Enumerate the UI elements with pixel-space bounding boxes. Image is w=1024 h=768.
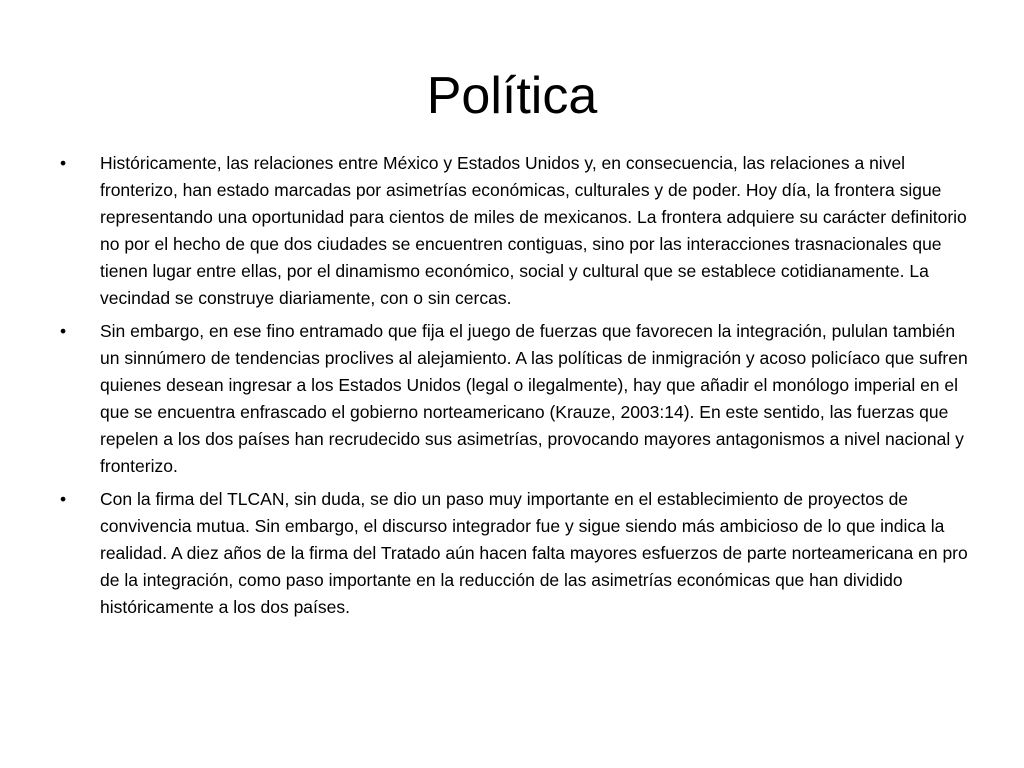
- bullet-text: Históricamente, las relaciones entre México y Estados Unidos y, en consecuencia, las relaciones a nivel fronterizo, han estado marcadas por asimetrías económicas, culturales y de poder. Hoy día, la frontera sigue representando una oportunidad para cientos de miles de mexicanos. La frontera adquiere su carácter definitorio no por el hecho de que dos ciudades se encuentren contiguas, sino por las interacciones trasnacionales que tienen lugar entre ellas, por el dinamismo económico, social y cultural que se establece cotidianamente. La vecindad se construye diariamente, con o sin cercas.: [100, 153, 967, 308]
- bullet-text: Sin embargo, en ese fino entramado que fija el juego de fuerzas que favorecen la integración, pululan también un sinnúmero de tendencias proclives al alejamiento. A las políticas de inmigración y acoso policíaco que sufren quienes desean ingresar a los Estados Unidos (legal o ilegalmente), hay que añadir el monólogo imperial en el que se encuentra enfrascado el gobierno norteamericano (Krauze, 2003:14). En este sentido, las fuerzas que repelen a los dos países han recrudecido sus asimetrías, provocando mayores antagonismos a nivel nacional y fronterizo.: [100, 321, 968, 476]
- bullet-dot-icon: •: [60, 489, 67, 509]
- bullet-list: [60, 150, 970, 627]
- bullet-item: [60, 486, 970, 621]
- bullet-text: Con la firma del TLCAN, sin duda, se dio un paso muy importante en el establecimiento de proyectos de convivencia mutua. Sin embargo, el discurso integrador fue y sigue siendo más ambicioso de lo que indica la realidad. A diez años de la firma del Tratado aún hacen falta mayores esfuerzos de parte norteamericana en pro de la integración, como paso importante en la reducción de las asimetrías económicas que han dividido históricamente a los dos países.: [100, 489, 968, 617]
- bullet-dot-icon: •: [60, 153, 67, 173]
- bullet-dot-icon: •: [60, 321, 67, 341]
- slide-title: Política: [426, 67, 598, 125]
- bullet-item: [60, 318, 970, 480]
- bullet-item: [60, 150, 970, 312]
